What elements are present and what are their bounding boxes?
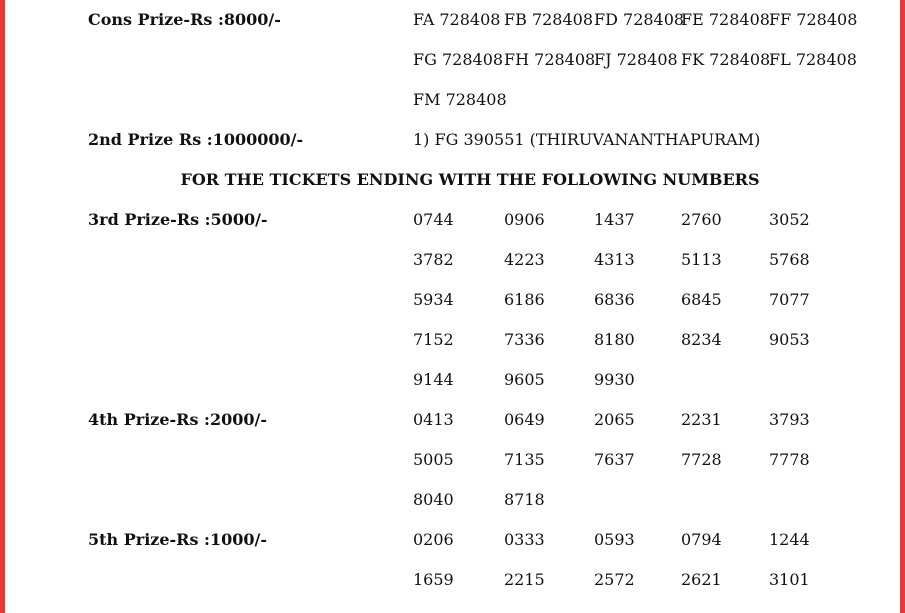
ending-number: 2621 bbox=[681, 570, 722, 589]
ending-number: 3101 bbox=[769, 570, 810, 589]
third-prize-row-1 bbox=[0, 200, 905, 240]
ending-number: 5113 bbox=[681, 250, 722, 269]
ending-number: 0413 bbox=[413, 410, 454, 429]
ending-number: 7077 bbox=[769, 290, 810, 309]
ending-number: 5768 bbox=[769, 250, 810, 269]
ticket-number: FE 728408 bbox=[681, 10, 770, 29]
fourth-prize-row-3 bbox=[0, 480, 905, 520]
ending-number: 2760 bbox=[681, 210, 722, 229]
cons-prize-label: Cons Prize-Rs :8000/- bbox=[88, 10, 281, 29]
ticket-number: FD 728408 bbox=[594, 10, 685, 29]
ending-number: 0794 bbox=[681, 530, 722, 549]
ending-number: 6836 bbox=[594, 290, 635, 309]
ending-number: 3782 bbox=[413, 250, 454, 269]
cons-prize-row-1 bbox=[0, 0, 905, 40]
ending-number: 0593 bbox=[594, 530, 635, 549]
third-prize-row-4 bbox=[0, 320, 905, 360]
fifth-prize-row-1 bbox=[0, 520, 905, 560]
ending-numbers-heading-row bbox=[0, 160, 905, 200]
ending-number: 7778 bbox=[769, 450, 810, 469]
second-prize-label: 2nd Prize Rs :1000000/- bbox=[88, 130, 304, 149]
ending-number: 7135 bbox=[504, 450, 545, 469]
ending-numbers-heading: FOR THE TICKETS ENDING WITH THE FOLLOWING NUMBERS bbox=[180, 170, 760, 189]
ending-number: 3793 bbox=[769, 410, 810, 429]
ending-number: 9053 bbox=[769, 330, 810, 349]
ending-number: 0206 bbox=[413, 530, 454, 549]
cons-prize-row-2 bbox=[0, 40, 905, 80]
fifth-prize-row-2 bbox=[0, 560, 905, 600]
ending-number: 1437 bbox=[594, 210, 635, 229]
third-prize-row-5 bbox=[0, 360, 905, 400]
cons-prize-row-3 bbox=[0, 80, 905, 120]
ending-number: 2231 bbox=[681, 410, 722, 429]
ending-number: 9144 bbox=[413, 370, 454, 389]
ending-number: 2065 bbox=[594, 410, 635, 429]
ticket-number: FK 728408 bbox=[681, 50, 771, 69]
ending-number: 9930 bbox=[594, 370, 635, 389]
ending-number: 8040 bbox=[413, 490, 454, 509]
fourth-prize-label: 4th Prize-Rs :2000/- bbox=[88, 410, 267, 429]
ticket-number: FM 728408 bbox=[413, 90, 507, 109]
ending-number: 8234 bbox=[681, 330, 722, 349]
second-prize-row bbox=[0, 120, 905, 160]
ticket-number: FF 728408 bbox=[769, 10, 858, 29]
ending-number: 6845 bbox=[681, 290, 722, 309]
ending-number: 8180 bbox=[594, 330, 635, 349]
ending-number: 6186 bbox=[504, 290, 545, 309]
second-prize-winner: 1) FG 390551 (THIRUVANANTHAPURAM) bbox=[413, 130, 761, 149]
ending-number: 5005 bbox=[413, 450, 454, 469]
ending-number: 2215 bbox=[504, 570, 545, 589]
ending-number: 5934 bbox=[413, 290, 454, 309]
ending-number: 0333 bbox=[504, 530, 545, 549]
ending-number: 3052 bbox=[769, 210, 810, 229]
ending-number: 7152 bbox=[413, 330, 454, 349]
ticket-number: FH 728408 bbox=[504, 50, 596, 69]
ending-number: 7728 bbox=[681, 450, 722, 469]
ending-number: 0649 bbox=[504, 410, 545, 429]
ticket-number: FB 728408 bbox=[504, 10, 594, 29]
fifth-prize-label: 5th Prize-Rs :1000/- bbox=[88, 530, 267, 549]
fourth-prize-row-2 bbox=[0, 440, 905, 480]
ticket-number: FJ 728408 bbox=[594, 50, 678, 69]
ending-number: 2572 bbox=[594, 570, 635, 589]
ending-number: 0906 bbox=[504, 210, 545, 229]
fourth-prize-row-1 bbox=[0, 400, 905, 440]
ending-number: 7637 bbox=[594, 450, 635, 469]
third-prize-row-3 bbox=[0, 280, 905, 320]
third-prize-label: 3rd Prize-Rs :5000/- bbox=[88, 210, 268, 229]
ending-number: 9605 bbox=[504, 370, 545, 389]
ticket-number: FL 728408 bbox=[769, 50, 857, 69]
third-prize-row-2 bbox=[0, 240, 905, 280]
ending-number: 1244 bbox=[769, 530, 810, 549]
ticket-number: FG 728408 bbox=[413, 50, 504, 69]
ending-number: 4223 bbox=[504, 250, 545, 269]
ending-number: 7336 bbox=[504, 330, 545, 349]
ticket-number: FA 728408 bbox=[413, 10, 501, 29]
ending-number: 8718 bbox=[504, 490, 545, 509]
ending-number: 1659 bbox=[413, 570, 454, 589]
ending-number: 0744 bbox=[413, 210, 454, 229]
ending-number: 4313 bbox=[594, 250, 635, 269]
